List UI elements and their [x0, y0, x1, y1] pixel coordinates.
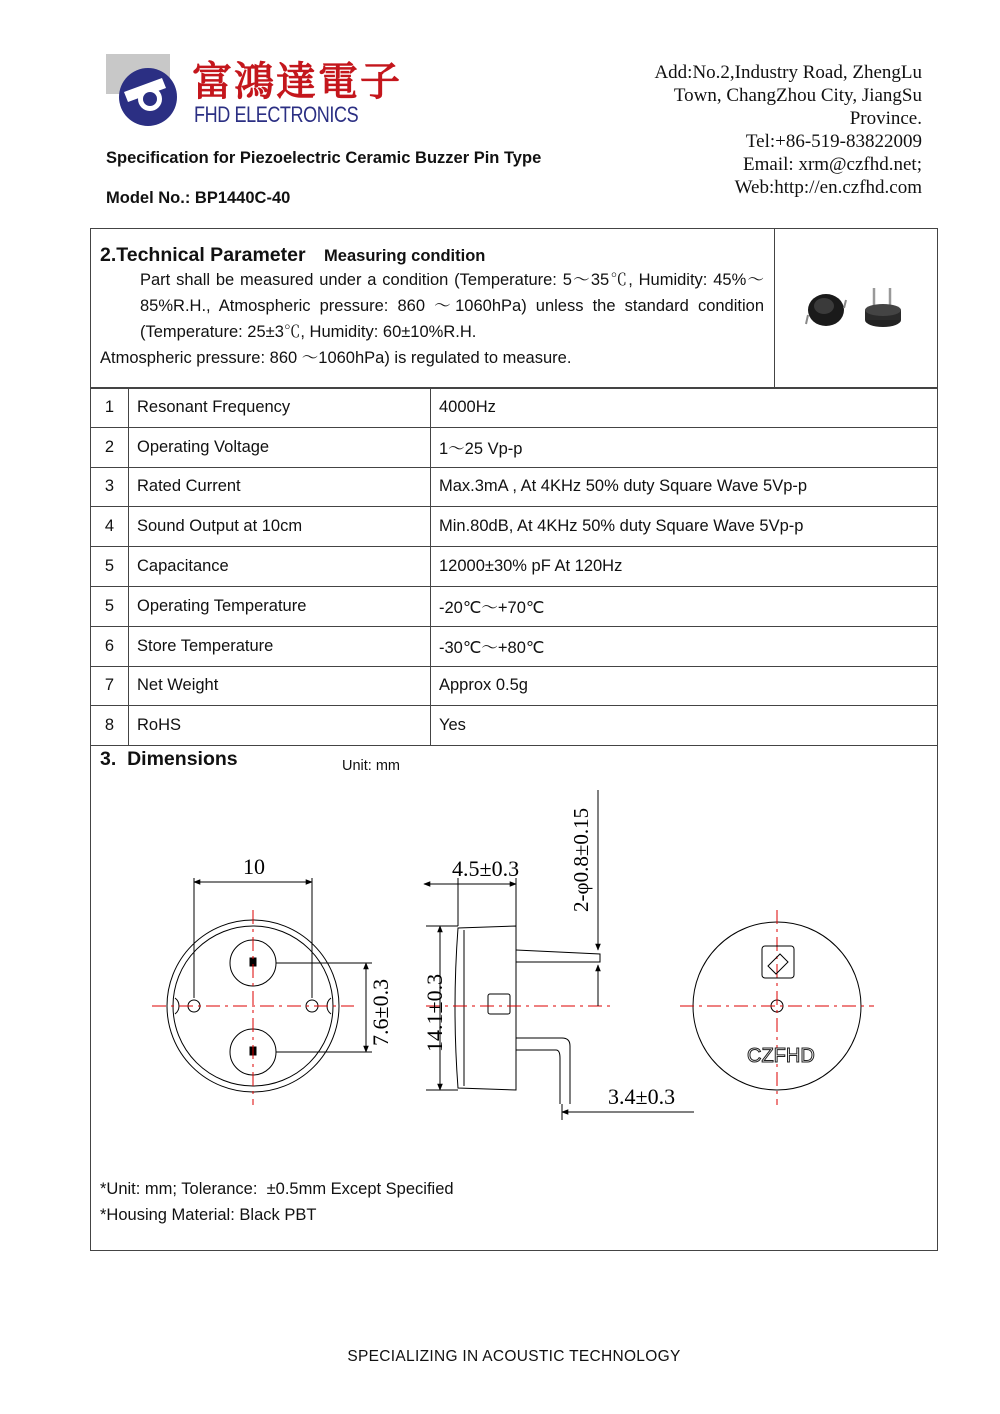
param-value: -20℃～+70℃ [431, 586, 938, 626]
logo-cn: 富鴻達電子 [192, 59, 402, 105]
param-value: Min.80dB, At 4KHz 50% duty Square Wave 5Vp-p [431, 507, 938, 547]
spec-row [91, 586, 938, 626]
spec-row [91, 427, 938, 467]
row-number: 7 [91, 666, 129, 706]
param-name: Operating Temperature [129, 586, 431, 626]
front-view [152, 878, 372, 1105]
buzzer-product-image [800, 280, 920, 340]
technical-heading: 2.Technical Parameter [100, 244, 306, 266]
model-number: Model No.: BP1440C-40 [106, 189, 291, 207]
spec-row [91, 706, 938, 746]
row-number: 4 [91, 507, 129, 547]
param-value: Max.3mA , At 4KHz 50% duty Square Wave 5Vp-p [431, 467, 938, 507]
param-name: Resonant Frequency [129, 388, 431, 428]
param-value: Approx 0.5g [431, 666, 938, 706]
company-address [562, 61, 922, 199]
address-line: Tel:+86-519-83822009 [745, 131, 922, 152]
logo-mark-icon [104, 52, 184, 130]
row-number: 5 [91, 586, 129, 626]
dim-10-label: 10 [243, 854, 265, 879]
param-value: -30℃～+80℃ [431, 626, 938, 666]
note-housing: *Housing Material: Black PBT [100, 1206, 317, 1224]
dim-diameter-label: 14.1±0.3 [422, 973, 447, 1052]
row-number: 5 [91, 547, 129, 587]
side-view [424, 790, 694, 1120]
spec-title: Specification for Piezoelectric Ceramic Buzzer Pin Type [106, 149, 542, 167]
row-number: 6 [91, 626, 129, 666]
note-tolerance: *Unit: mm; Tolerance: ±0.5mm Except Specified [100, 1180, 454, 1198]
technical-content [100, 244, 764, 371]
row-number: 1 [91, 388, 129, 428]
address-line: Province. [849, 108, 922, 129]
param-name: RoHS [129, 706, 431, 746]
page-footer: SPECIALIZING IN ACOUSTIC TECHNOLOGY [347, 1348, 681, 1365]
param-name: Operating Voltage [129, 427, 431, 467]
address-line: Web:http://en.czfhd.com [734, 177, 922, 198]
dim-pitch-label: 7.6±0.3 [368, 978, 393, 1046]
param-name: Rated Current [129, 467, 431, 507]
measure-condition-text: Part shall be measured under a condition (Temperature: 5～35℃, Humidity: 45%～85%R.H., Atmospheric pressure: 860 ～1060hPa) unless the standard condition (Temperature: 25±3℃, Humidity: 60±10%R.H. [140, 271, 764, 341]
back-view [680, 910, 874, 1105]
dim-pin-label: 2-φ0.8±0.15 [569, 807, 593, 912]
unit-label: Unit: mm [342, 758, 400, 774]
row-number: 8 [91, 706, 129, 746]
param-value: 1～25 Vp-p [431, 427, 938, 467]
dim-pinlen-label: 3.4±0.3 [608, 1084, 676, 1109]
param-name: Capacitance [129, 547, 431, 587]
spec-row [91, 547, 938, 587]
logo-en: FHD ELECTRONICS [194, 102, 359, 127]
dimension-drawing [90, 770, 936, 1170]
dimensions-heading: 3. Dimensions [100, 748, 238, 770]
param-value: 4000Hz [431, 388, 938, 428]
address-line: Email: xrm@czfhd.net; [743, 154, 922, 175]
param-value: Yes [431, 706, 938, 746]
spec-row [91, 666, 938, 706]
spec-row [91, 507, 938, 547]
spec-table [90, 387, 938, 746]
row-number: 2 [91, 427, 129, 467]
spec-row [91, 467, 938, 507]
address-line: Add:No.2,Industry Road, ZhengLu [654, 62, 922, 83]
spec-row [91, 388, 938, 428]
param-name: Net Weight [129, 666, 431, 706]
spec-row [91, 626, 938, 666]
row-number: 3 [91, 467, 129, 507]
brand-label: CZFHD [747, 1045, 815, 1067]
address-line: Town, ChangZhou City, JiangSu [673, 85, 922, 106]
box-divider [774, 228, 775, 387]
param-value: 12000±30% pF At 120Hz [431, 547, 938, 587]
company-logo [104, 52, 402, 132]
dim-height-label: 4.5±0.3 [452, 856, 520, 881]
param-name: Sound Output at 10cm [129, 507, 431, 547]
param-name: Store Temperature [129, 626, 431, 666]
measure-condition-text-2: Atmospheric pressure: 860 ～1060hPa) is regulated to measure. [100, 349, 572, 367]
technical-subheading: Measuring condition [324, 247, 486, 265]
